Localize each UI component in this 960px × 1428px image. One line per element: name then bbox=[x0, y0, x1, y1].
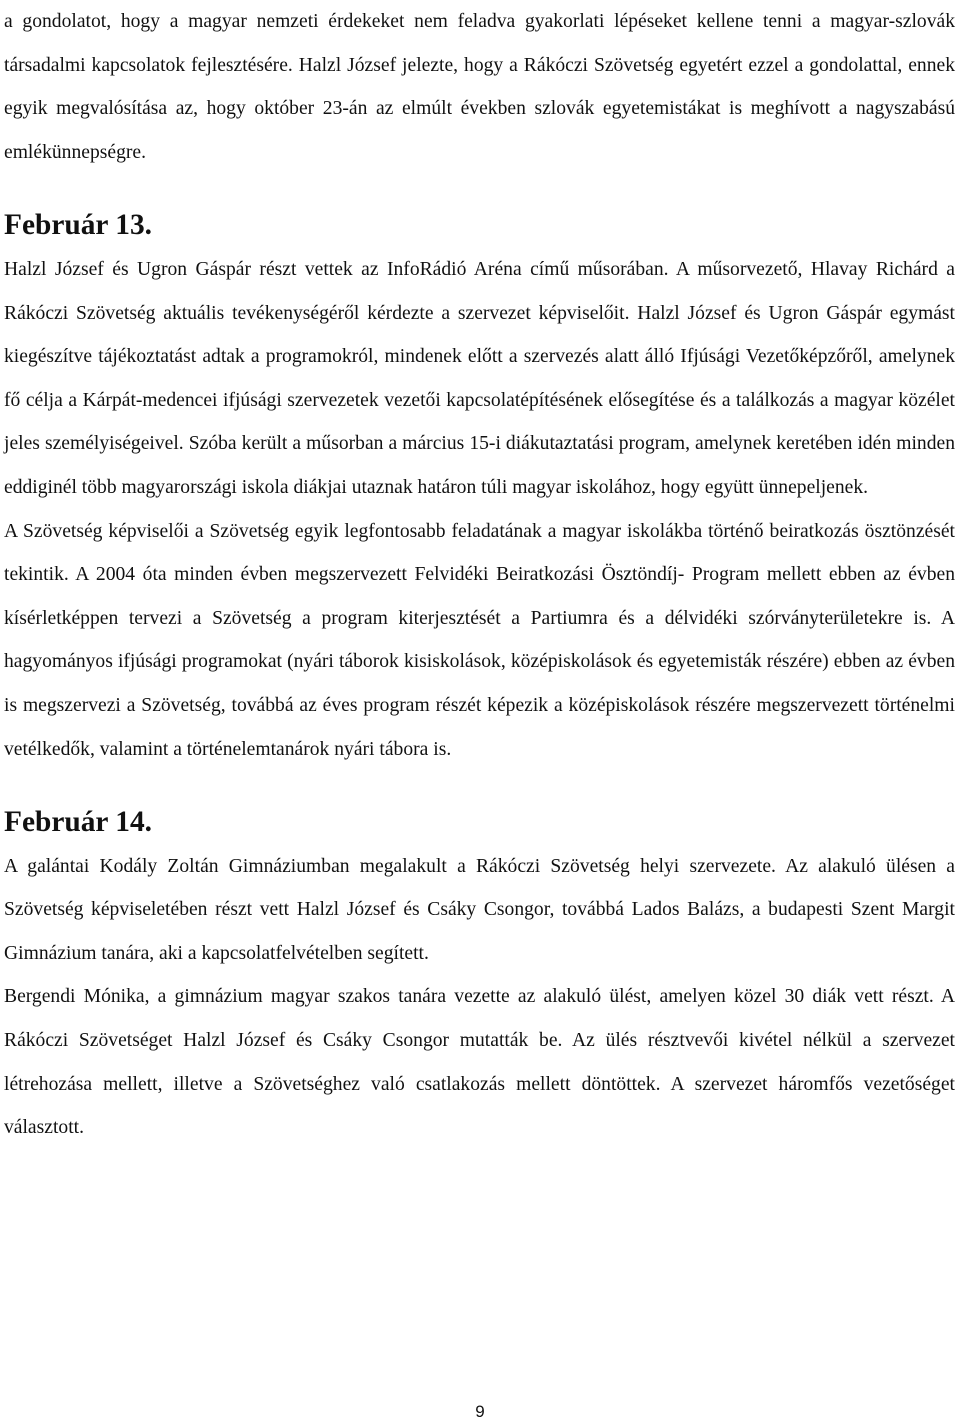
document-page bbox=[4, 0, 955, 1150]
section-feb-14 bbox=[4, 801, 955, 1150]
body-paragraph: A galántai Kodály Zoltán Gimnáziumban megalakult a Rákóczi Szövetség helyi szervezete. Az alakuló ülésen a Szövetség képviseletében részt vett Halzl József és Csáky Csongor, továbbá Lados Balázs, a budapesti Szent Margit Gimnázium tanára, aki a kapcsolatfelvételben segített. bbox=[4, 855, 955, 964]
page-number: 9 bbox=[475, 1402, 485, 1421]
body-paragraph: a gondolatot, hogy a magyar nemzeti érdekeket nem feladva gyakorlati lépéseket kellene tenni a magyar-szlovák társadalmi kapcsolatok fejlesztésére. Halzl József jelezte, hogy a Rákóczi Szövetség egyetért ezzel a gondolattal, ennek egyik megvalósítása az, hogy október 23-án az elmúlt években szlovák egyetemistákat is meghívott a nagyszabású emlékünnepségre. bbox=[4, 11, 955, 163]
body-paragraph: Halzl József és Ugron Gáspár részt vettek az InfoRádió Aréna című műsorában. A műsorvezető, Hlavay Richárd a Rákóczi Szövetség aktuális tevékenységéről kérdezte a szervezet képviselőit. Halzl József és Ugron Gáspár egymást kiegészítve tájékoztatást adtak a programokról, mindenek előtt a szervezés alatt álló Ifjúsági Vezetőképzőről, amelynek fő célja a Kárpát-medencei ifjúsági szervezetek vezetői kapcsolatépítésének elősegítése és a találkozás a magyar közélet jeles személyiségeivel. Szóba került a műsorban a március 15-i diákutaztatási program, amelynek keretében idén minden eddiginél több magyarországi iskola diákjai utaznak határon túli magyar iskolához, hogy együtt ünnepeljenek. bbox=[4, 258, 955, 498]
section-spacer bbox=[4, 771, 955, 801]
section-feb-13 bbox=[4, 204, 955, 771]
section-spacer bbox=[4, 174, 955, 204]
body-paragraph: A Szövetség képviselői a Szövetség egyik legfontosabb feladatának a magyar iskolákba történő beiratkozás ösztönzését tekintik. A 2004 óta minden évben megszervezett Felvidéki Beiratkozási Ösztöndíj- Program mellett ebben az évben kísérletképpen tervezi a Szövetség a program kiterjesztését a Partiumra és a délvidéki szórványterületekre is. A hagyományos ifjúsági programokat (nyári táborok kisiskolások, középiskolások és egyetemisták részére) ebben az évben is megszervezi a Szövetség, továbbá az éves program részét képezik a középiskolások részére megszervezett történelmi vetélkedők, valamint a történelemtanárok nyári tábora is. bbox=[4, 520, 955, 760]
section-heading: Február 13. bbox=[4, 209, 153, 242]
body-paragraph: Bergendi Mónika, a gimnázium magyar szakos tanára vezette az alakuló ülést, amelyen közel 30 diák vett részt. A Rákóczi Szövetséget Halzl József és Csáky Csongor mutatták be. Az ülés résztvevői kivétel nélkül a szervezet létrehozása mellett, illetve a Szövetséghez való csatlakozás mellett döntöttek. A szervezet háromfős vezetőséget választott. bbox=[4, 986, 955, 1139]
section-heading: Február 14. bbox=[4, 806, 153, 839]
